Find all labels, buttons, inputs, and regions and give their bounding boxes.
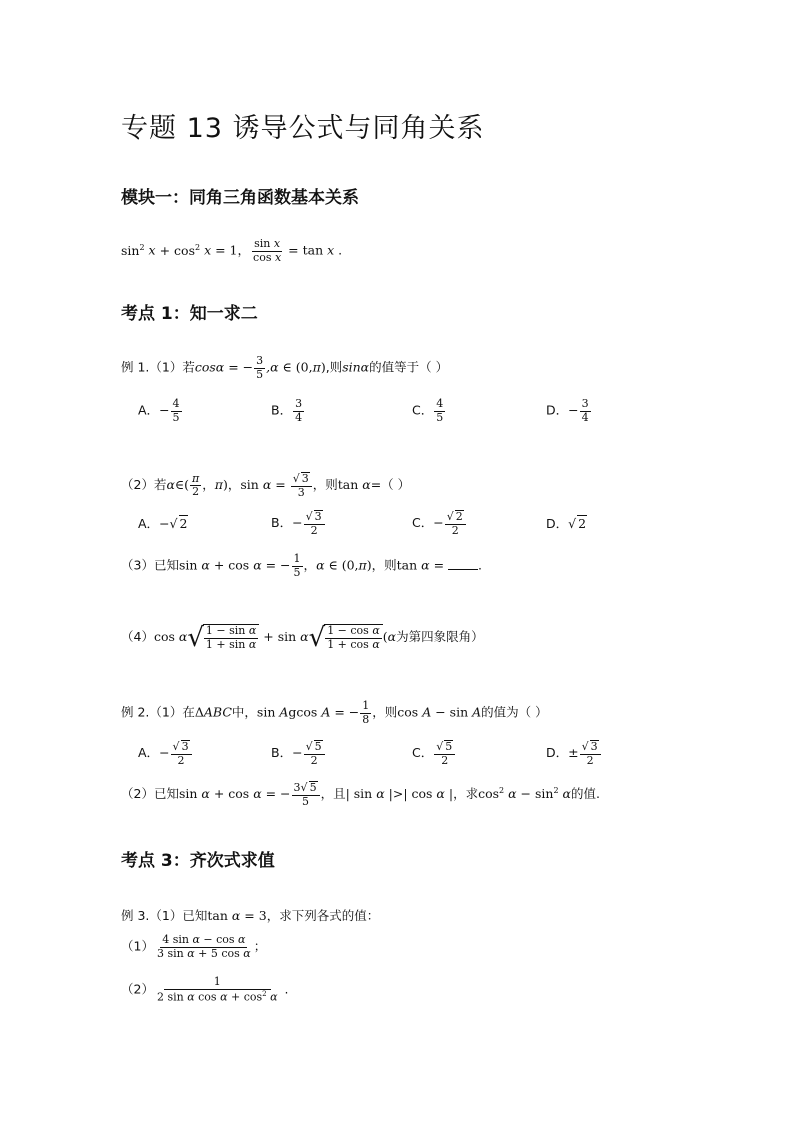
ex3-sub-2: （2） $\frac{1}{2 \sin \alpha \cos \alpha + \cos^2 \alpha}$ . <box>121 975 289 1004</box>
ex1-q2-option-a: A．−√ 2 <box>138 516 188 531</box>
section-heading-module1: 模块一：同角三角函数基本关系 <box>121 188 359 208</box>
ex1-q1-option-c: C． $\frac{4}{5}$ <box>412 397 444 424</box>
ex3-sub-1: （1） $\frac{\text{4 sin α − cos α}}{\text{3 sin α + 5 cos α}}$ ； <box>121 933 267 960</box>
ex2-q1-option-d: D．± $\frac{√ 3}{2}$ <box>546 740 602 767</box>
answer-blank <box>448 557 478 570</box>
ex1-q1-option-d: D．− $\frac{3}{4}$ <box>546 397 589 424</box>
section-heading-point1: 考点 1：知一求二 <box>121 304 258 324</box>
ex1-q1-option-a: A．− $\frac{4}{5}$ <box>138 397 180 424</box>
ex3-intro: 例 3.（1）已知tan α = 3，求下列各式的值： <box>121 908 380 923</box>
ex1-q2-option-d: D．√ 2 <box>546 516 587 531</box>
ex2-q1-option-c: C． $\frac{√ 5}{2}$ <box>412 740 456 767</box>
ex1-question-1: 例 1.（1）若cosα = − $\frac{3}{5}$ ,α ∈ (0,π),则sinα的值等于（ ） <box>121 354 449 381</box>
ex2-q1-option-b: B．− $\frac{√ 5}{2}$ <box>271 740 326 767</box>
identity-formula: $\sin^2 x + \cos^2 x = 1$， $\frac{\text{sin x}}{\text{cos x}}$ = tan x . <box>121 237 343 264</box>
ex2-question-2: （2）已知sin α + cos α = − $\frac{3√ 5}{5}$ ，且| sin α |>| cos α |，求$\cos^2 \alpha - \sin^2 \alpha$的值. <box>121 781 600 808</box>
ex1-q1-option-b: B． $\frac{3}{4}$ <box>271 397 303 424</box>
section-heading-point3: 考点 3：齐次式求值 <box>121 851 275 871</box>
ex1-question-4: （4）cos α √ $\frac{\text{1 − sin α}}{\text{1 + sin α}}$ + sin α √ $\frac{\text{1 − cos α}}{\text{1 + cos α}}$ (α为第四象限角） <box>121 622 484 653</box>
ex1-q2-option-c: C．− $\frac{√ 2}{2}$ <box>412 510 467 537</box>
ex1-question-3: （3）已知sin α + cos α = − $\frac{1}{5}$ ，α ∈ (0,π)，则tan α = . <box>121 552 483 579</box>
page-title: 专题 13 诱导公式与同角关系 <box>121 113 485 144</box>
ex1-q2-option-b: B．− $\frac{√ 3}{2}$ <box>271 510 326 537</box>
ex2-question-1: 例 2.（1）在ΔABC中，sin Agcos A = − $\frac{1}{8}$ ，则cos A − sin A的值为（ ） <box>121 699 548 726</box>
ex2-q1-option-a: A．− $\frac{√ 3}{2}$ <box>138 740 193 767</box>
ex1-question-2: （2）若α∈( $\frac{\pi}{2}$ ，π)，sin α = $\frac{√ 3}{3}$ ，则tan α=（ ） <box>121 471 411 499</box>
